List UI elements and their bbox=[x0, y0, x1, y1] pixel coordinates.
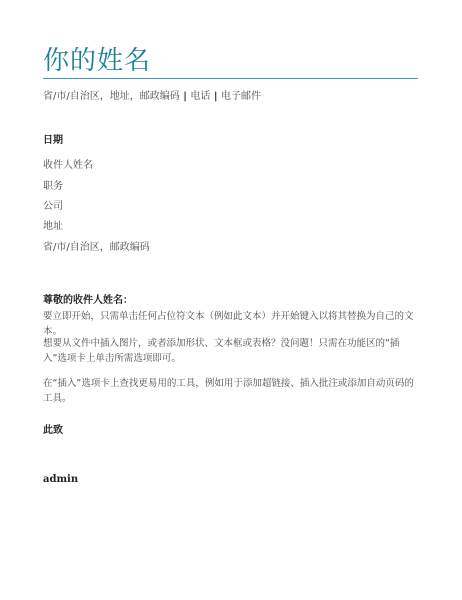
closing[interactable]: 此致 bbox=[43, 425, 63, 436]
recipient-city-line[interactable]: 省/市/自治区，邮政编码 bbox=[43, 242, 150, 253]
salutation[interactable]: 尊敬的收件人姓名： bbox=[43, 295, 133, 306]
signature-name[interactable]: admin bbox=[43, 474, 79, 485]
contact-separator-2: | bbox=[210, 91, 221, 102]
header-divider bbox=[43, 78, 418, 79]
letter-date[interactable]: 日期 bbox=[43, 135, 63, 146]
recipient-name[interactable]: 收件人姓名 bbox=[43, 160, 93, 171]
recipient-address[interactable]: 地址 bbox=[43, 221, 63, 232]
body-paragraph[interactable]: 想要从文件中插入图片，或者添加形状、文本框或表格？没问题！只需在功能区的“插入”选项卡上单击所需选项即可。 bbox=[43, 338, 400, 364]
recipient-company[interactable]: 公司 bbox=[43, 201, 63, 212]
sender-phone[interactable]: 电话 bbox=[190, 91, 211, 102]
sender-contact-line[interactable] bbox=[43, 87, 261, 102]
sender-email[interactable]: 电子邮件 bbox=[221, 91, 261, 102]
sender-name[interactable]: 你的姓名 bbox=[43, 46, 152, 76]
contact-separator-1: | bbox=[179, 91, 191, 102]
body-paragraph[interactable]: 要立即开始，只需单击任何占位符文本（例如此文本）并开始键入以将其替换为自己的文本。 bbox=[43, 311, 414, 337]
body-paragraph[interactable]: 在“插入”选项卡上查找更易用的工具，例如用于添加超链接、插入批注或添加自动页码的工具。 bbox=[43, 378, 414, 404]
recipient-title[interactable]: 职务 bbox=[43, 181, 63, 192]
sender-address[interactable]: 省/市/自治区，地址，邮政编码 bbox=[43, 91, 180, 102]
